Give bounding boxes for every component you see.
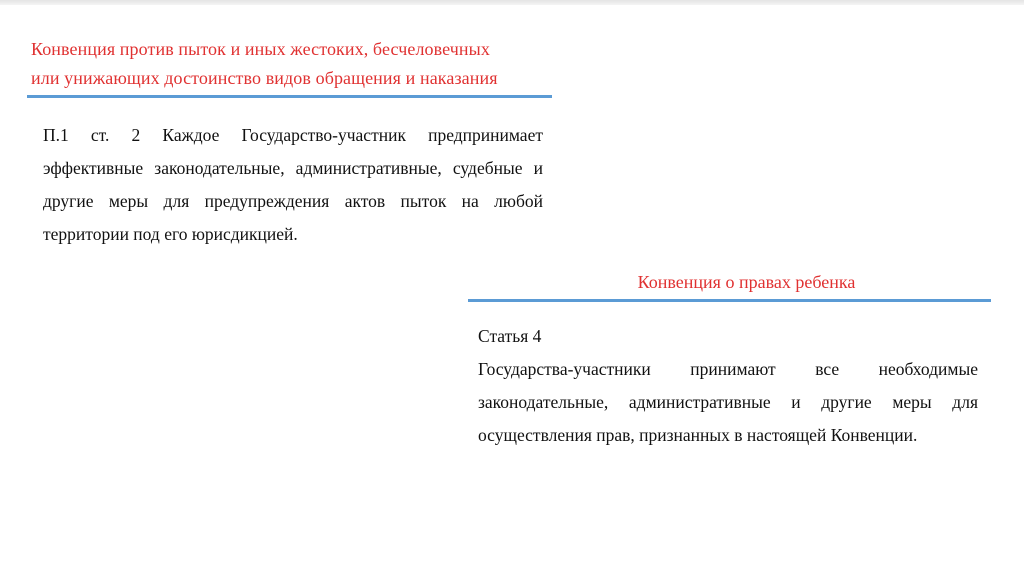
child-convention-article [478, 320, 978, 452]
torture-convention-title [27, 35, 552, 93]
title-divider [468, 299, 991, 302]
torture-convention-article [43, 119, 543, 251]
slide-top-border [0, 0, 1024, 5]
title-divider [27, 95, 552, 98]
child-convention-title: Конвенция о правах ребенка [637, 272, 856, 292]
article-heading: Статья 4 [478, 326, 542, 346]
child-convention-block [468, 268, 991, 452]
title-line-2: или унижающих достоинство видов обращения и наказания [31, 68, 498, 88]
article-reference: П.1 ст. 2 [43, 125, 141, 145]
article-text: Каждое Государство-участник предпринимает эффективные законодательные, административные, судебные и другие меры для предупреждения актов пыток на любой территории под его юрисдикцией. [43, 125, 543, 244]
title-line-1: Конвенция против пыток и иных жестоких, бесчеловечных [31, 39, 490, 59]
torture-convention-block [27, 35, 552, 251]
article-text: Государства-участники принимают все необходимые законодательные, административные и другие меры для осуществления прав, признанных в настоящей Конвенции. [478, 359, 978, 445]
